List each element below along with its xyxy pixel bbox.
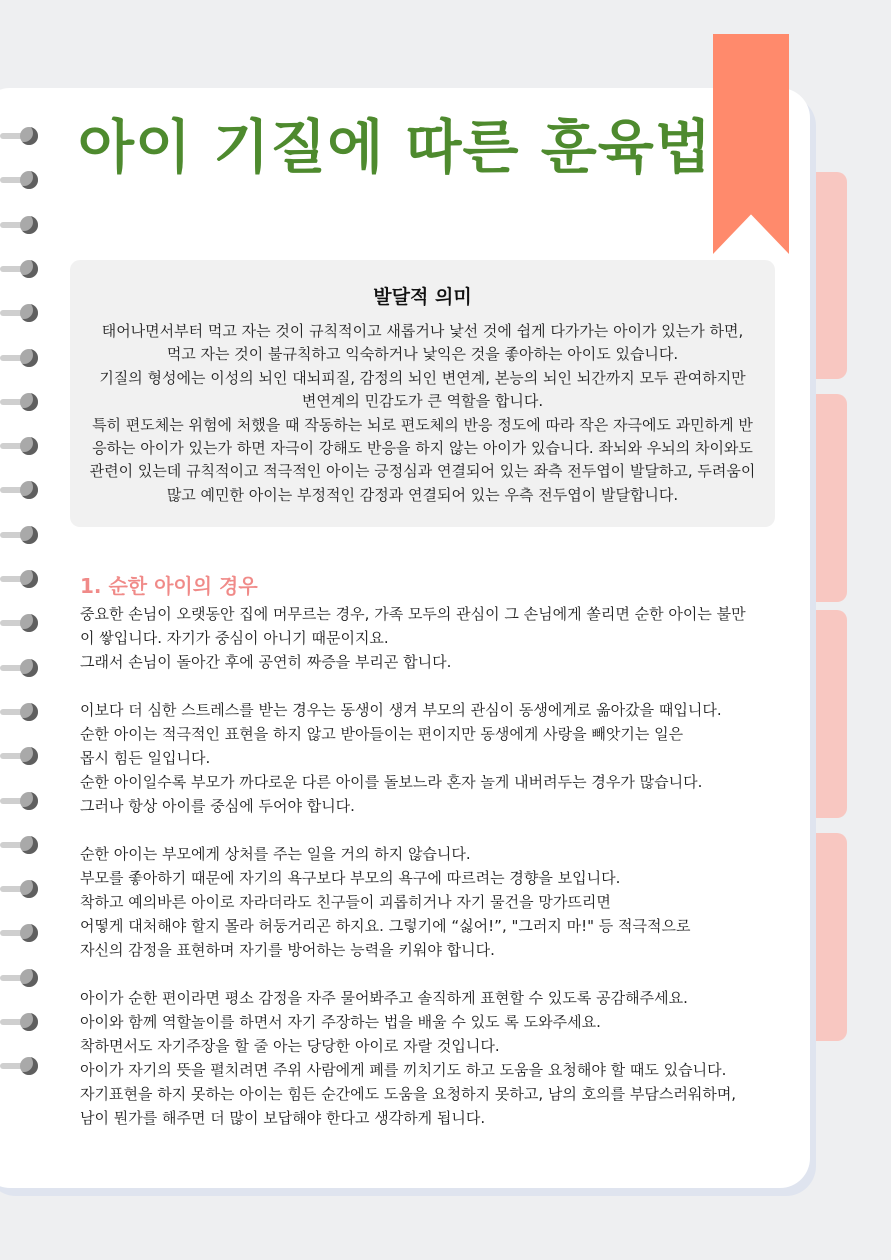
binding-ring xyxy=(0,259,40,279)
intro-text-line: 기질의 형성에는 이성의 뇌인 대뇌피질, 감정의 뇌인 변연계, 본능의 뇌인 뇌간까지 모두 관여하지만 xyxy=(99,368,746,387)
intro-box xyxy=(70,260,775,527)
intro-text-line: 태어나면서부터 먹고 자는 것이 규칙적이고 새롭거나 낯선 것에 쉽게 다가가는 아이가 있는가 하면, xyxy=(101,322,744,340)
section-text-line: 그래서 손님이 돌아간 후에 공연히 짜증을 부리곤 합니다. xyxy=(80,653,452,671)
section-text-line: 순한 아이는 부모에게 상처를 주는 일을 거의 하지 않습니다. xyxy=(80,845,471,863)
section-text xyxy=(80,602,770,1130)
section-text-line: 이보다 더 심한 스트레스를 받는 경우는 동생이 생겨 부모의 관심이 동생에게로 옮아갔을 때입니다. xyxy=(80,701,722,719)
binding-ring xyxy=(0,569,40,589)
intro-text-line: 관련이 있는데 규칙적이고 적극적인 아이는 긍정심과 연결되어 있는 좌측 전두엽이 발달하고, 두려움이 xyxy=(89,462,756,481)
binding-ring xyxy=(0,613,40,633)
intro-text-line: 먹고 자는 것이 불규칙하고 익숙하거나 낯익은 것을 좋아하는 아이도 있습니다. xyxy=(166,345,679,364)
section-text-line: 몹시 힘든 일입니다. xyxy=(80,749,211,767)
intro-text-line: 많고 예민한 아이는 부정적인 감정과 연결되어 있는 우측 전두엽이 발달합니다. xyxy=(166,485,679,504)
binding-ring xyxy=(0,126,40,146)
binding-ring xyxy=(0,303,40,323)
section-text-line: 그러나 항상 아이를 중심에 두어야 합니다. xyxy=(80,797,355,815)
page-title: 아이 기질에 따른 훈육법 xyxy=(78,113,712,181)
intro-heading: 발달적 의미 xyxy=(373,286,472,308)
binding-ring xyxy=(0,215,40,235)
binding-ring xyxy=(0,968,40,988)
binding-ring xyxy=(0,525,40,545)
binding-ring xyxy=(0,392,40,412)
binding-ring xyxy=(0,658,40,678)
section-text-line: 아이가 순한 편이라면 평소 감정을 자주 물어봐주고 솔직하게 표현할 수 있도록 공감해주세요. xyxy=(80,989,688,1007)
section-text-line: 순한 아이일수록 부모가 까다로운 다른 아이를 돌보느라 혼자 놀게 내버려두는 경우가 많습니다. xyxy=(80,773,703,791)
binding-ring xyxy=(0,170,40,190)
section-heading: 1. 순한 아이의 경우 xyxy=(80,574,258,598)
binding-ring xyxy=(0,746,40,766)
intro-text xyxy=(80,320,765,507)
section-text-line: 부모를 좋아하기 때문에 자기의 욕구보다 부모의 욕구에 따르려는 경향을 보입니다. xyxy=(80,869,621,887)
section-text-line: 착하고 예의바른 아이로 자라더라도 친구들이 괴롭히거나 자기 물건을 망가뜨리면 xyxy=(80,893,611,911)
section-text-line: 아이와 함께 역할놀이를 하면서 자기 주장하는 법을 배울 수 있도 록 도와주세요. xyxy=(80,1013,601,1031)
section-text-line: 어떻게 대처해야 할지 몰라 허둥거리곤 하지요. 그렇기에 “싫어!”, "그러지 마!" 등 적극적으로 xyxy=(80,917,691,935)
section-text-line: 착하면서도 자기주장을 할 줄 아는 당당한 아이로 자랄 것입니다. xyxy=(80,1037,500,1055)
binding-ring xyxy=(0,923,40,943)
section-text-line: 아이가 자기의 뜻을 펼치려면 주위 사람에게 폐를 끼치기도 하고 도움을 요청해야 할 때도 있습니다. xyxy=(80,1061,727,1079)
section-text-line xyxy=(80,962,770,986)
binding-ring xyxy=(0,791,40,811)
binding-ring xyxy=(0,835,40,855)
section-text-line: 남이 뭔가를 해주면 더 많이 보답해야 한다고 생각하게 됩니다. xyxy=(80,1109,486,1127)
section-text-line xyxy=(80,818,770,842)
section-text-line: 중요한 손님이 오랫동안 집에 머무르는 경우, 가족 모두의 관심이 그 손님에게 쏠리면 순한 아이는 불만 xyxy=(80,605,746,623)
intro-text-line: 특히 편도체는 위험에 처했을 때 작동하는 뇌로 편도체의 반응 정도에 따라 작은 자극에도 과민하게 반 xyxy=(92,415,753,434)
binding-ring xyxy=(0,879,40,899)
binding-ring xyxy=(0,480,40,500)
binding-ring xyxy=(0,348,40,368)
section-text-line: 순한 아이는 적극적인 표현을 하지 않고 받아들이는 편이지만 동생에게 사랑을 빼앗기는 일은 xyxy=(80,725,684,743)
section-text-line: 자기표현을 하지 못하는 아이는 힘든 순간에도 도움을 요청하지 못하고, 남의 호의를 부담스러워하며, xyxy=(80,1085,737,1103)
binding-ring xyxy=(0,436,40,456)
section-text-line: 자신의 감정을 표현하며 자기를 방어하는 능력을 키워야 합니다. xyxy=(80,941,495,959)
intro-text-line: 응하는 아이가 있는가 하면 자극이 강해도 반응을 하지 않는 아이가 있습니다. 좌뇌와 우뇌의 차이와도 xyxy=(92,439,753,458)
section-text-line: 이 쌓입니다. 자기가 중심이 아니기 때문이지요. xyxy=(80,629,389,647)
intro-text-line: 변연계의 민감도가 큰 역할을 합니다. xyxy=(301,392,544,411)
binding-ring xyxy=(0,1056,40,1076)
binding-ring xyxy=(0,1012,40,1032)
binding-ring xyxy=(0,702,40,722)
section-text-line xyxy=(80,674,770,698)
